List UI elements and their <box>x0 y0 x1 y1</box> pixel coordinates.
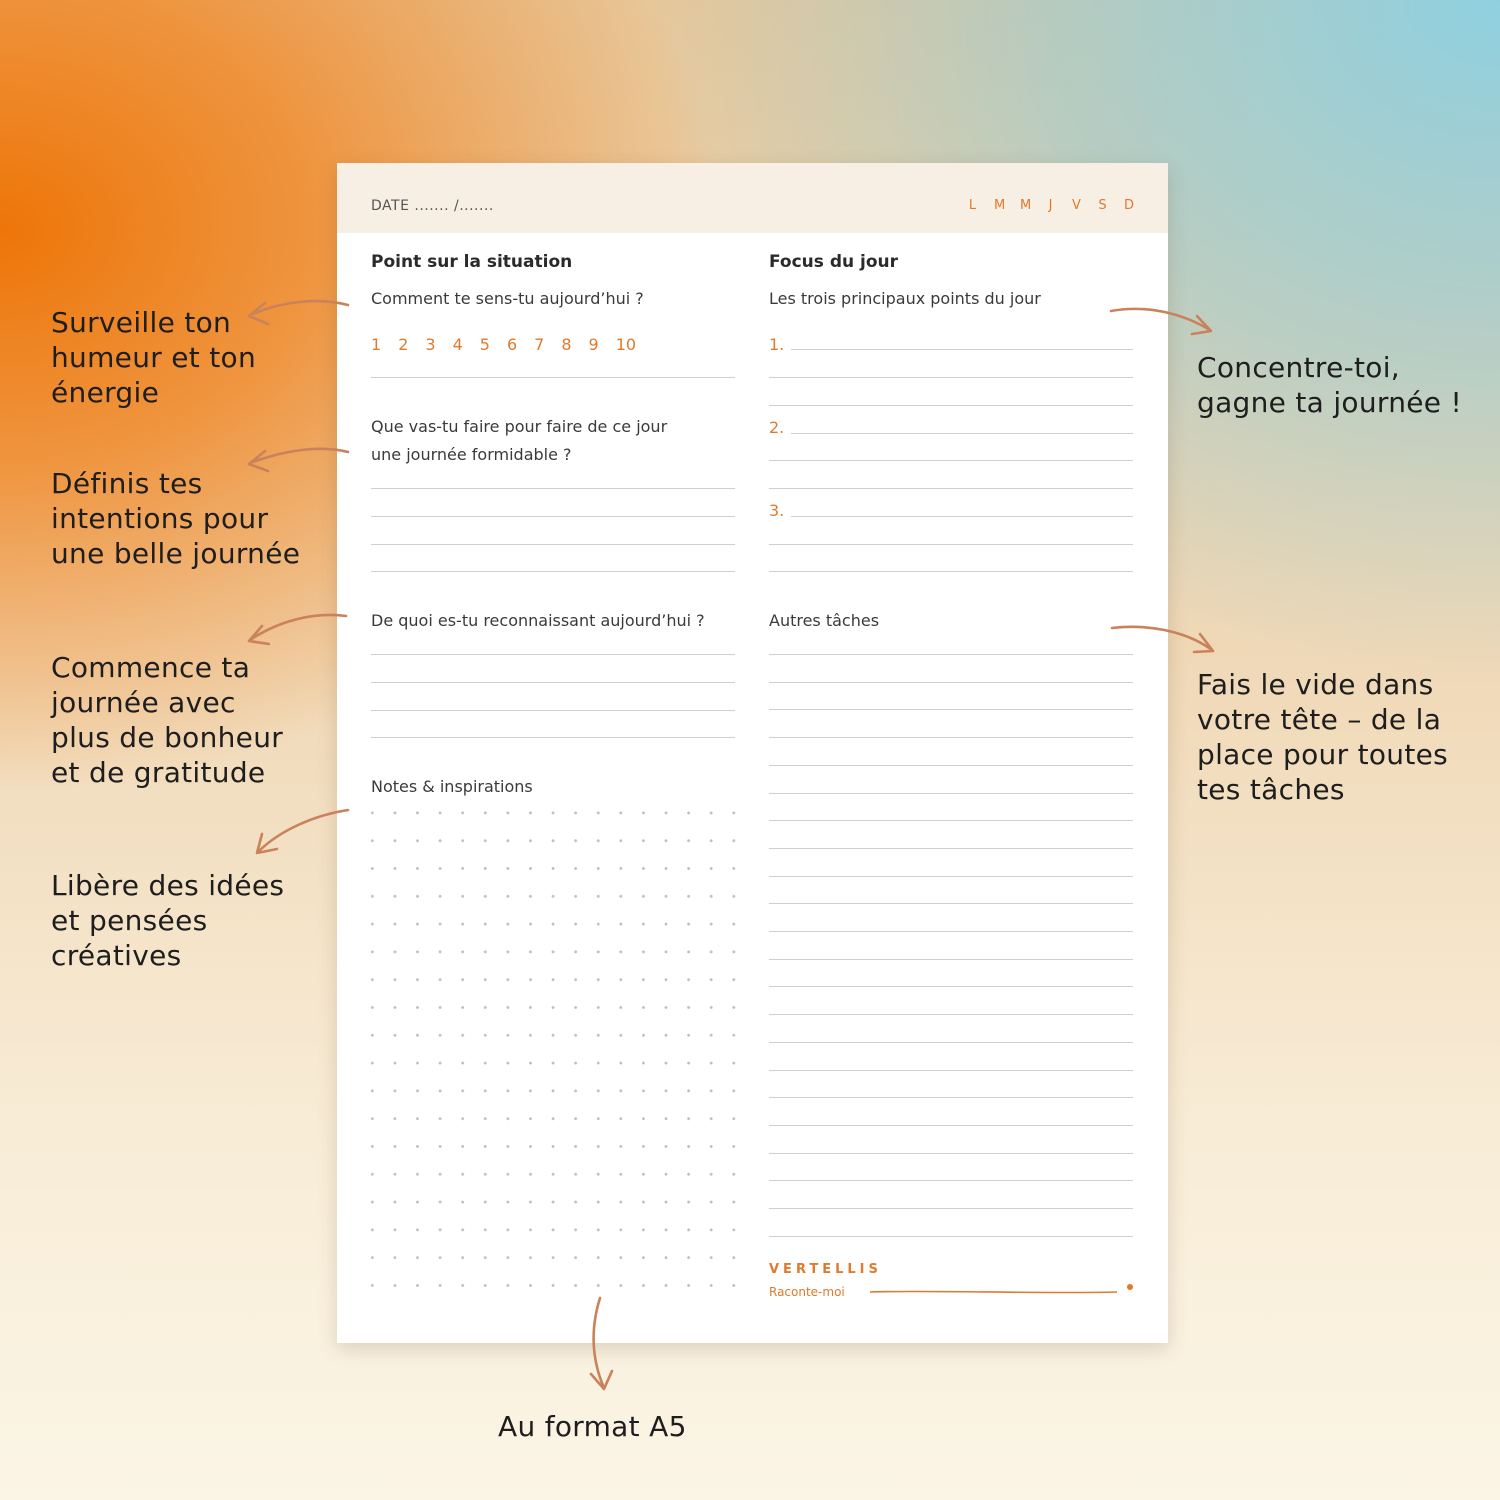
writing-line <box>371 682 735 683</box>
writing-line <box>769 737 1133 738</box>
weekday-label: D <box>1124 198 1136 213</box>
scale-value: 4 <box>452 335 463 354</box>
writing-line <box>791 516 1133 517</box>
writing-line <box>371 654 735 655</box>
scale-value: 7 <box>534 335 545 354</box>
date-field: DATE ....... /....... <box>371 198 494 214</box>
callout-line: intentions pour <box>51 502 269 535</box>
writing-line <box>769 405 1133 406</box>
prompt-line: une journée formidable ? <box>371 445 572 464</box>
scale-value: 1 <box>371 335 382 354</box>
callout-line: créatives <box>51 939 182 972</box>
writing-line <box>769 931 1133 932</box>
writing-line <box>769 1097 1133 1098</box>
notes-label: Notes & inspirations <box>371 777 533 796</box>
writing-line <box>791 349 1133 350</box>
arrow-icon <box>249 301 348 324</box>
writing-line <box>769 571 1133 572</box>
writing-line <box>371 571 735 572</box>
callout-line: une belle journée <box>51 537 301 570</box>
writing-line <box>769 793 1133 794</box>
weekday-label: J <box>1048 198 1054 213</box>
weekday-label: M <box>1020 198 1033 213</box>
weekday-label: S <box>1098 198 1108 213</box>
writing-line <box>769 682 1133 683</box>
scale-value: 10 <box>615 335 637 354</box>
divider <box>371 377 735 378</box>
writing-line <box>371 488 735 489</box>
callout-mood <box>51 305 256 410</box>
scale-value: 6 <box>506 335 518 354</box>
section-title-situation: Point sur la situation <box>371 252 573 272</box>
callout-line: journée avec <box>51 686 236 719</box>
callout-format <box>498 1409 687 1444</box>
weekday-label: L <box>968 198 978 213</box>
writing-line <box>769 654 1133 655</box>
callout-line: Commence ta <box>51 651 251 684</box>
callout-line: énergie <box>51 376 160 409</box>
tasks-label: Autres tâches <box>769 611 880 630</box>
callout-line: humeur et ton <box>51 341 257 374</box>
writing-line <box>791 433 1133 434</box>
callout-line: tes tâches <box>1197 773 1345 806</box>
callout-gratitude <box>51 650 283 790</box>
writing-line <box>769 460 1133 461</box>
writing-line <box>769 1236 1133 1237</box>
mood-question: Comment te sens-tu aujourd’hui ? <box>371 289 644 308</box>
writing-line <box>769 1180 1133 1181</box>
writing-line <box>371 544 735 545</box>
weekday-row <box>968 198 1134 213</box>
writing-line <box>769 848 1133 849</box>
writing-line <box>371 737 735 738</box>
writing-line <box>769 709 1133 710</box>
callout-line: et de gratitude <box>51 756 266 789</box>
writing-line <box>769 488 1133 489</box>
weekday-label: M <box>994 198 1007 213</box>
brand-logo: VERTELLIS <box>769 1262 882 1277</box>
callout-focus <box>1197 350 1462 420</box>
callout-line: et pensées <box>51 904 208 937</box>
scale-value: 9 <box>588 335 599 354</box>
scale-value: 2 <box>398 335 409 354</box>
writing-line <box>769 1014 1133 1015</box>
writing-line <box>769 986 1133 987</box>
weekday-label: V <box>1072 198 1082 213</box>
callout-line: place pour toutes <box>1197 738 1449 771</box>
writing-line <box>769 903 1133 904</box>
writing-line <box>769 765 1133 766</box>
mood-scale <box>371 335 653 354</box>
writing-line <box>769 1208 1133 1209</box>
focus-number: 3. <box>769 501 785 520</box>
callout-ideas <box>51 868 284 973</box>
writing-line <box>769 544 1133 545</box>
brand-tagline: Raconte-moi <box>769 1285 845 1299</box>
section-title-focus: Focus du jour <box>769 252 899 272</box>
scale-value: 5 <box>479 335 490 354</box>
callout-line: Fais le vide dans <box>1197 668 1434 701</box>
callout-line: Concentre-toi, <box>1197 351 1400 384</box>
writing-line <box>769 1042 1133 1043</box>
focus-prompt: Les trois principaux points du jour <box>769 289 1041 308</box>
callout-line: Libère des idées <box>51 869 285 902</box>
dot-grid <box>371 811 737 1301</box>
callout-line: plus de bonheur <box>51 721 284 754</box>
callout-tasks <box>1197 667 1448 807</box>
journal-page <box>337 163 1168 1343</box>
callout-line: votre tête – de la <box>1197 703 1442 736</box>
focus-number: 1. <box>769 335 785 354</box>
callout-line: gagne ta journée ! <box>1197 386 1463 419</box>
writing-line <box>371 710 735 711</box>
scale-value: 8 <box>561 335 572 354</box>
arrow-icon <box>249 615 346 644</box>
focus-number: 2. <box>769 418 785 437</box>
prompt-line: Que vas-tu faire pour faire de ce jour <box>371 417 668 436</box>
callout-line: Définis tes <box>51 467 203 500</box>
intention-question <box>371 413 667 469</box>
arrow-icon <box>257 810 348 853</box>
writing-line <box>769 377 1133 378</box>
signature-line <box>867 1278 1137 1298</box>
callout-line: Au format A5 <box>498 1410 687 1443</box>
scale-value: 3 <box>425 335 436 354</box>
callout-intentions <box>51 466 300 571</box>
writing-line <box>769 1070 1133 1071</box>
writing-line <box>769 876 1133 877</box>
callout-line: Surveille ton <box>51 306 232 339</box>
writing-line <box>371 516 735 517</box>
writing-line <box>769 1125 1133 1126</box>
gratitude-question: De quoi es-tu reconnaissant aujourd’hui ? <box>371 611 705 630</box>
writing-line <box>769 1153 1133 1154</box>
writing-line <box>769 959 1133 960</box>
writing-line <box>769 820 1133 821</box>
